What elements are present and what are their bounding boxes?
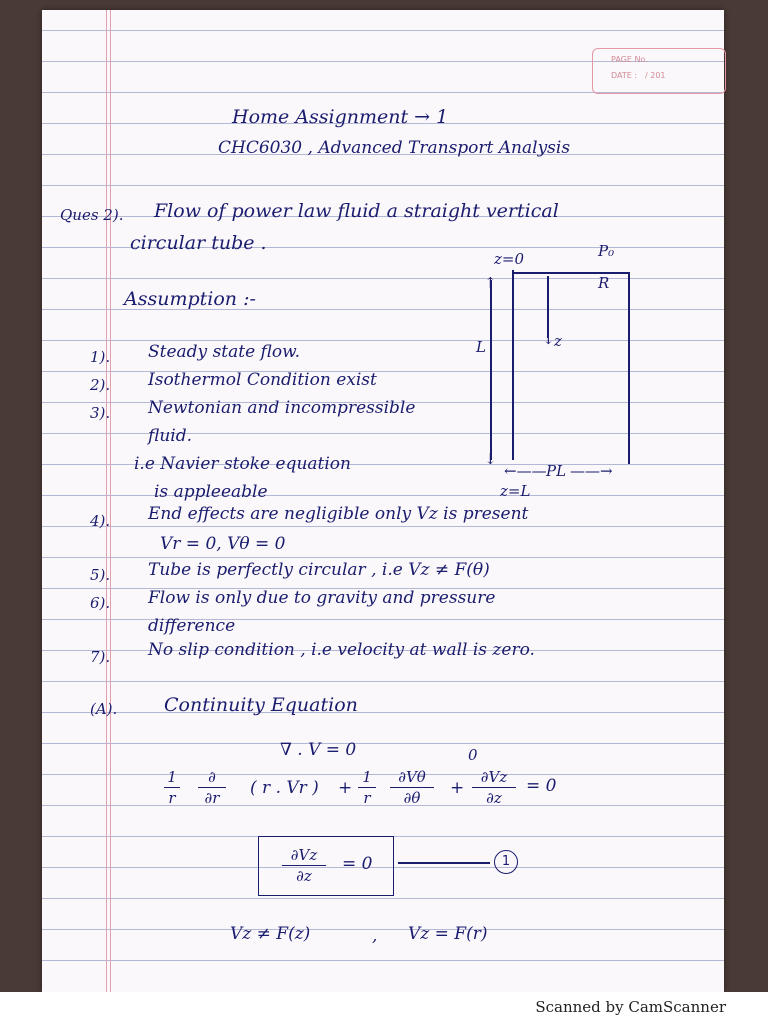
- term1-coefficient-num: 1: [167, 768, 177, 786]
- margin-line-left: [106, 10, 107, 992]
- assumption-3-cont-3: is appleeable: [154, 482, 268, 502]
- boxed-derivative: [282, 846, 326, 885]
- term2-derivative-num: ∂Vθ: [398, 768, 426, 786]
- term2-coefficient-den: r: [363, 789, 371, 807]
- question-label: Ques 2).: [60, 206, 124, 224]
- label-L: L: [476, 338, 486, 356]
- result-vz-f-r: Vz = F(r): [408, 924, 488, 944]
- question-line-2: circular tube .: [130, 232, 267, 254]
- result-separator: ,: [372, 926, 378, 946]
- boxed-derivative-den: ∂z: [296, 867, 312, 885]
- assumption-5-text: Tube is perfectly circular , i.e Vz ≠ F(θ): [148, 560, 490, 580]
- term2-coefficient: [358, 768, 376, 807]
- assumption-6-cont-1: difference: [148, 616, 236, 636]
- boxed-derivative-num: ∂Vz: [290, 846, 318, 864]
- assumption-5-num: 5).: [90, 566, 111, 584]
- assumption-7-num: 7).: [90, 648, 111, 666]
- scanner-footer: [0, 992, 768, 1024]
- term1-derivative-num: ∂: [208, 768, 216, 786]
- label-R: R: [598, 274, 610, 292]
- notebook-page: [42, 10, 724, 992]
- equation-tag: 1: [494, 850, 518, 874]
- plus-sign-1: +: [338, 778, 353, 798]
- term3-derivative-bar: [472, 787, 516, 788]
- result-vz-not-f-z: Vz ≠ F(z): [230, 924, 311, 944]
- term1-coefficient-den: r: [168, 789, 176, 807]
- stamp-date-value: / 201: [645, 71, 666, 80]
- length-arrow-bottom: ↓: [484, 450, 497, 468]
- term2-derivative-bar: [390, 787, 434, 788]
- assumptions-heading: Assumption :-: [124, 288, 256, 310]
- term2-derivative: [390, 768, 434, 807]
- term3-derivative: [472, 768, 516, 807]
- question-line-1: Flow of power law fluid a straight vertical: [154, 200, 559, 222]
- assumption-4-text: End effects are negligible only Vz is present: [148, 504, 529, 524]
- assumption-1-num: 1).: [90, 348, 111, 366]
- page-date-stamp: [592, 48, 726, 94]
- assignment-title: Home Assignment → 1: [232, 106, 449, 128]
- term3-derivative-den: ∂z: [486, 789, 502, 807]
- term1-derivative-bar: [198, 787, 226, 788]
- assumption-2-text: Isothermol Condition exist: [148, 370, 377, 390]
- length-arrow-line: [490, 280, 492, 460]
- stamp-page-label: PAGE No.: [611, 55, 648, 64]
- equation-tag-leader: [398, 862, 490, 864]
- radius-arrow: [556, 272, 626, 274]
- scanner-watermark-text: Scanned by CamScanner: [535, 998, 726, 1016]
- pl-arrow-right: ——→: [570, 462, 613, 480]
- term1-coefficient: [164, 768, 180, 807]
- assumption-6-num: 6).: [90, 594, 111, 612]
- boxed-result: [258, 836, 394, 896]
- label-z: z: [554, 332, 562, 350]
- assumption-7-text: No slip condition , i.e velocity at wall is zero.: [148, 640, 535, 660]
- term1-derivative-den: ∂r: [204, 789, 220, 807]
- label-z-zero: z=0: [494, 250, 525, 268]
- label-p0: P₀: [598, 242, 615, 260]
- label-PL: PL: [546, 462, 567, 480]
- z-arrow-head: ↓: [542, 330, 555, 348]
- term2-coefficient-bar: [358, 787, 376, 788]
- label-z-L: z=L: [500, 482, 531, 500]
- divergence-equation: ∇ . V = 0: [280, 740, 357, 760]
- stamp-date-label: DATE :: [611, 71, 638, 80]
- term1-body: ( r . Vr ): [250, 778, 319, 798]
- term1-derivative: [198, 768, 226, 807]
- tube-wall-right: [628, 272, 630, 464]
- assumption-3-num: 3).: [90, 404, 111, 422]
- term3-derivative-num: ∂Vz: [480, 768, 508, 786]
- length-arrow-top: ↑: [484, 274, 497, 292]
- assumption-1-text: Steady state flow.: [148, 342, 301, 362]
- tube-wall-left: [512, 270, 514, 460]
- term1-coefficient-bar: [164, 787, 180, 788]
- boxed-equals-zero: = 0: [342, 854, 373, 874]
- assumption-4-num: 4).: [90, 512, 111, 530]
- section-a-label: (A).: [90, 700, 118, 718]
- zero-mark: 0: [468, 746, 478, 764]
- z-arrow-line: [547, 276, 549, 338]
- pl-arrow-left: ←——: [504, 462, 547, 480]
- assumption-3-cont-2: i.e Navier stoke equation: [134, 454, 351, 474]
- assumption-3-cont-1: fluid.: [148, 426, 193, 446]
- assumption-4-cont-1: Vr = 0, Vθ = 0: [160, 534, 286, 554]
- assumption-3-text: Newtonian and incompressible: [148, 398, 416, 418]
- term2-derivative-den: ∂θ: [403, 789, 421, 807]
- term2-coefficient-num: 1: [362, 768, 372, 786]
- section-a-heading: Continuity Equation: [164, 694, 358, 716]
- course-title: CHC6030 , Advanced Transport Analysis: [218, 138, 571, 158]
- margin-line-left-2: [110, 10, 111, 992]
- plus-sign-2: +: [450, 778, 465, 798]
- equals-zero: = 0: [526, 776, 557, 796]
- boxed-derivative-bar: [282, 865, 326, 866]
- assumption-6-text: Flow is only due to gravity and pressure: [148, 588, 496, 608]
- assumption-2-num: 2).: [90, 376, 111, 394]
